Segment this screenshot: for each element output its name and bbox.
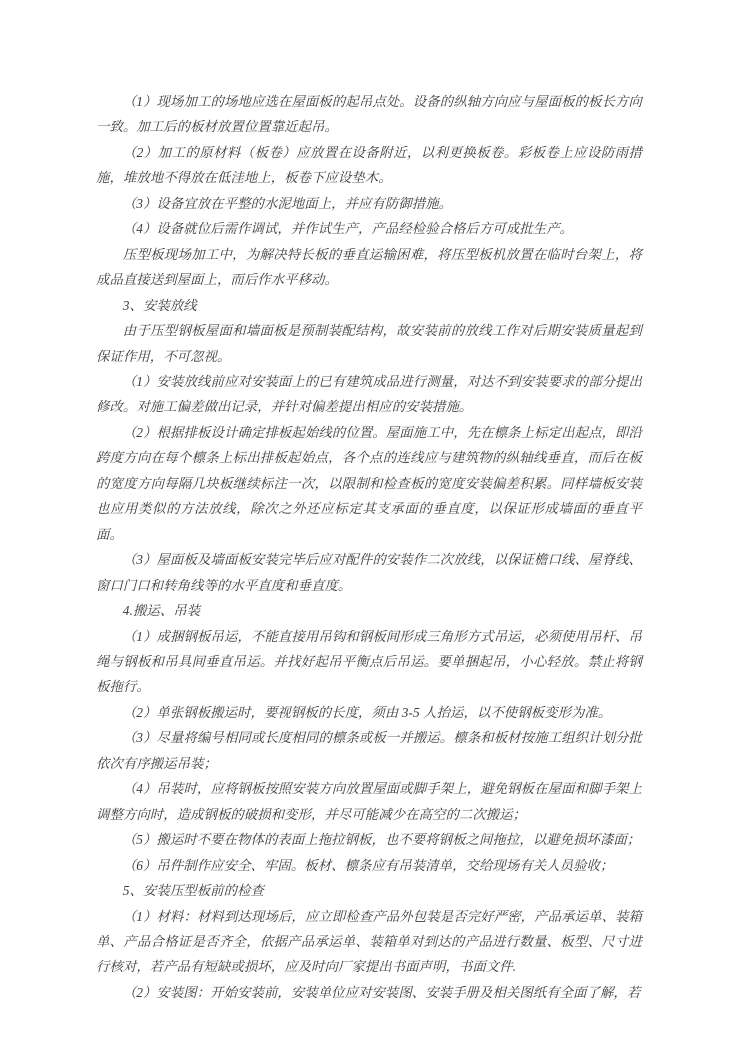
- paragraph: 由于压型钢板屋面和墙面板是预制装配结构，故安装前的放线工作对后期安装质量起到保证作用，不可忽视。: [96, 323, 642, 364]
- paragraph: 压型板现场加工中，为解决特长板的垂直运输困难，将压型板机放置在临时台架上，将成品直接送到屋面上，而后作水平移动。: [96, 246, 642, 288]
- paragraph: （5）搬运时不要在物体的表面上拖拉钢板，也不要将钢板之间拖拉，以避免损坏漆面；: [122, 832, 641, 848]
- section-heading: 5、安装压型板前的检查: [122, 883, 264, 899]
- paragraph: （3）设备宜放在平整的水泥地面上，并应有防御措施。: [122, 195, 453, 211]
- section-heading: 3、安装放线: [122, 297, 197, 313]
- paragraph: （2）单张钢板搬运时，要视钢板的长度，须由 3-5 人抬运，以不使钢板变形为准。: [122, 704, 612, 720]
- paragraph: （1）安装放线前应对安装面上的已有建筑成品进行测量，对达不到安装要求的部分提出修改。对施工偏差做出记录，并针对偏差提出相应的安装措施。: [96, 373, 642, 415]
- text-block: [96, 89, 642, 1005]
- section-heading: 4.搬运、吊装: [122, 603, 201, 619]
- paragraph: （2）安装图：开始安装前，安装单位应对安装图、安装手册及相关图纸有全面了解，若: [122, 984, 641, 1000]
- paragraph: （1）现场加工的场地应选在屋面板的起吊点处。设备的纵轴方向应与屋面板的板长方向一致。加工后的板材放置位置靠近起吊。: [96, 94, 642, 135]
- paragraph: （6）吊件制作应安全、牢固。板材、檩条应有吊装清单，交给现场有关人员验收；: [122, 857, 614, 873]
- paragraph: （2）加工的原材料（板卷）应放置在设备附近，以利更换板卷。彩板卷上应设防雨措施，堆放地不得放在低洼地上，板卷下应设垫木。: [96, 144, 642, 186]
- paragraph: （4）设备就位后需作调试，并作试生产，产品经检验合格后方可成批生产。: [122, 221, 574, 237]
- paragraph: （1）材料：材料到达现场后，应立即检查产品外包装是否完好严密，产品承运单、装箱单、产品合格证是否齐全，依据产品承运单、装箱单对到达的产品进行数量、板型、尺寸进行核对，若产品有短缺或损坏，应及时向厂家提出书面声明，书面文件.: [96, 908, 642, 975]
- paragraph: （3）屋面板及墙面板安装完毕后应对配件的安装作二次放线，以保证檐口线、屋脊线、窗口门口和转角线等的水平直度和垂直度。: [96, 552, 642, 593]
- paragraph: （2）根据排板设计确定排板起始线的位置。屋面施工中，先在檩条上标定出起点，即沿跨度方向在每个檩条上标出排板起始点，各个点的连线应与建筑物的纵轴线垂直，而后在板的宽度方向每隔几块板继续标注一次，以限制和检查板的宽度安装偏差积累。同样墙板安装也应用类似的方法放线，除次之外还应标定其支承面的垂直度，以保证形成墙面的垂直平面。: [96, 424, 642, 542]
- paragraph: （4）吊装时，应将钢板按照安装方向放置屋面或脚手架上，避免钢板在屋面和脚手架上调整方向时，造成钢板的破损和变形，并尽可能减少在高空的二次搬运；: [96, 781, 642, 822]
- paragraph: （3）尽量将编号相同或长度相同的檩条或板一并搬运。檩条和板材按施工组织计划分批依次有序搬运吊装；: [96, 730, 642, 771]
- paragraph: （1）成捆钢板吊运，不能直接用吊钩和钢板间形成三角形方式吊运，必须使用吊杆、吊绳与钢板和吊具间垂直吊运。并找好起吊平衡点后吊运。要单捆起吊，小心轻放。禁止将钢板拖行。: [96, 628, 642, 695]
